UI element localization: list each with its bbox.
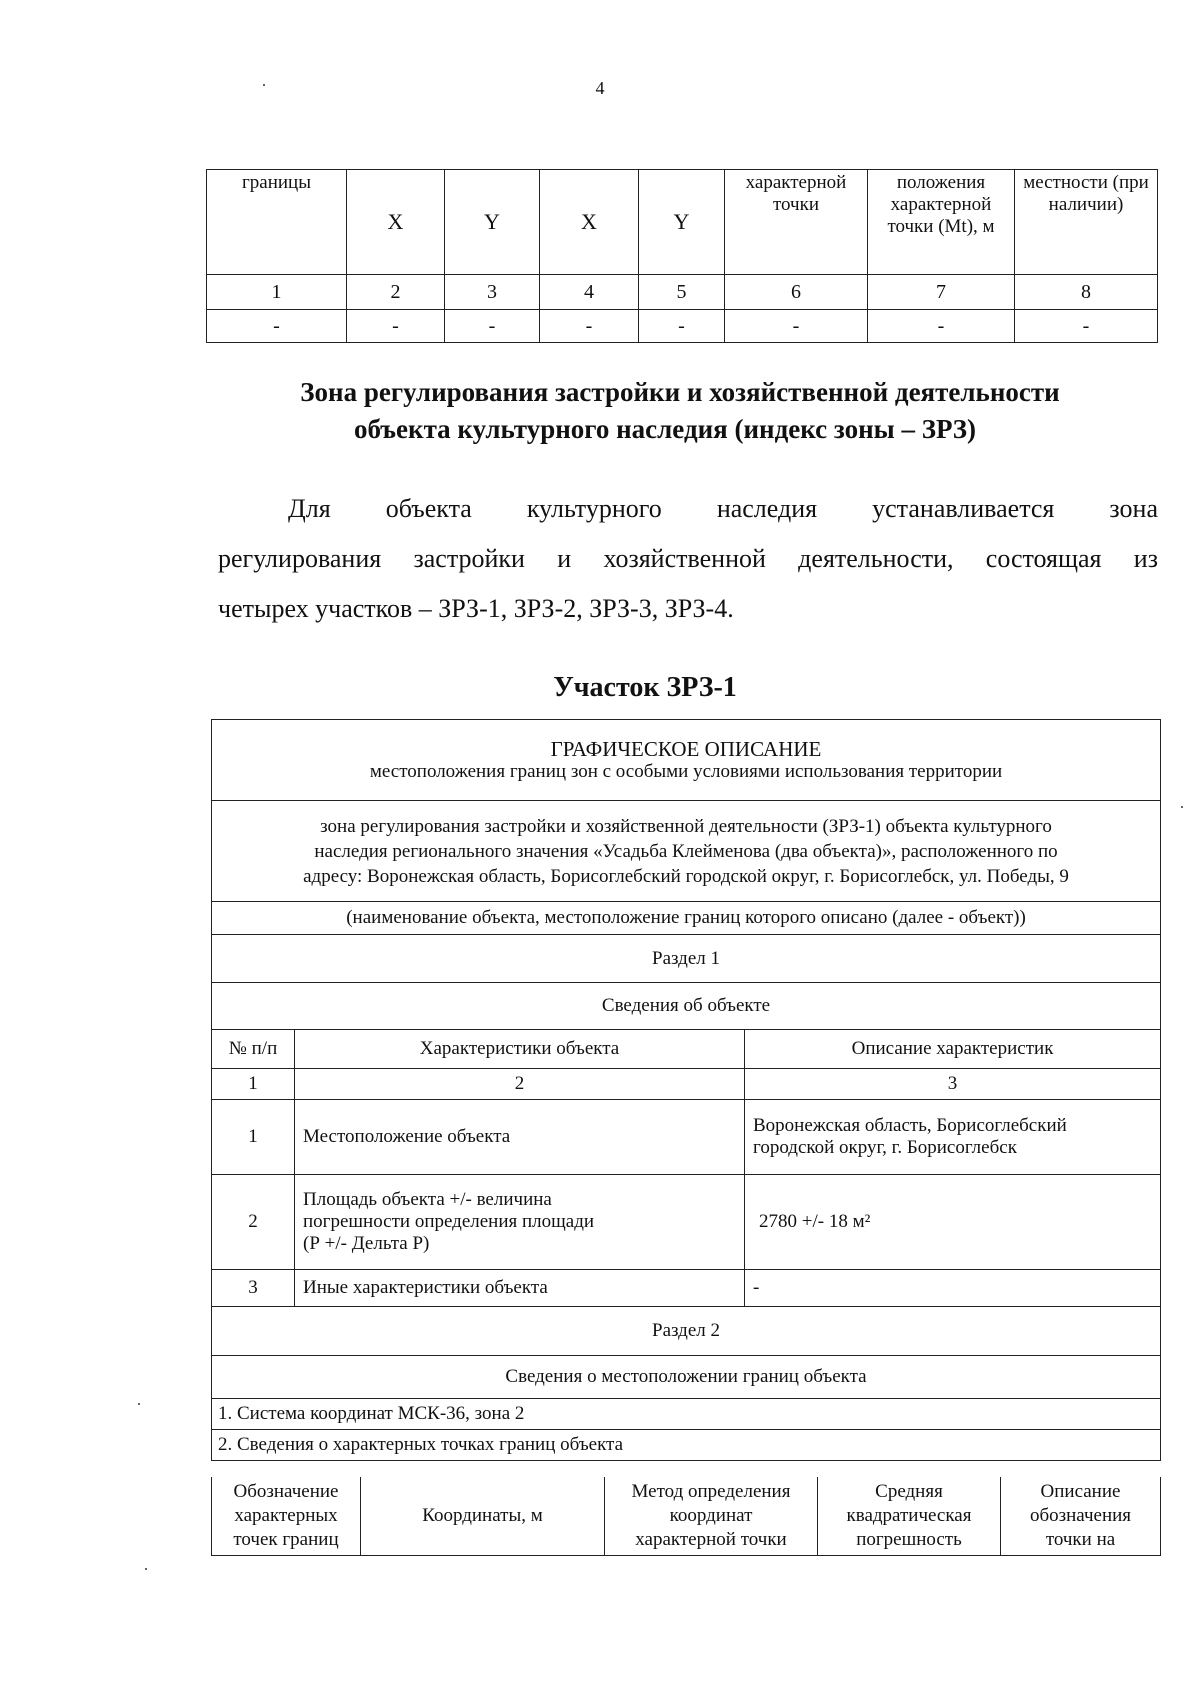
column-header: № п/п (212, 1030, 295, 1069)
paragraph-word: устанавливается (872, 494, 1055, 523)
points-col-header (212, 1477, 361, 1556)
paragraph-line-2 (218, 534, 1158, 584)
section-1-label: Раздел 1 (212, 935, 1161, 983)
table-cell: - (347, 310, 445, 343)
column-header: Описание характеристик (745, 1030, 1161, 1069)
header-line: Обозначение (233, 1481, 339, 1502)
points-header-table (211, 1477, 1161, 1556)
paragraph-word: хозяйственной (603, 544, 766, 573)
characteristic-value (745, 1100, 1161, 1175)
section-1-title: Сведения об объекте (212, 983, 1161, 1030)
scan-speck (263, 84, 265, 86)
header-line: Метод определения (631, 1481, 791, 1502)
paragraph-word: состоящая (985, 544, 1102, 573)
table-row (212, 1100, 1161, 1175)
column-number: 1 (207, 275, 347, 310)
paragraph-word: застройки (413, 544, 525, 573)
section-2-title: Сведения о местоположении границ объекта (212, 1356, 1161, 1399)
value-line: городской округ, г. Борисоглебск (753, 1137, 1017, 1158)
object-name-line: наследия регионального значения «Усадьба Клейменова (два объекта)», расположенного по (314, 840, 1058, 862)
header-line: характерной точки (635, 1529, 787, 1550)
header-line: погрешность (856, 1529, 962, 1550)
paragraph-word: наследия (716, 494, 818, 523)
column-number: 3 (445, 275, 540, 310)
header-cell: характерной точки (725, 170, 868, 275)
table-cell: - (725, 310, 868, 343)
header-line: Средняя (875, 1481, 943, 1502)
graphic-subtitle: местоположения границ зон с особыми условиями использования территории (369, 761, 1003, 783)
header-line: точек границ (233, 1529, 339, 1550)
column-number: 4 (540, 275, 639, 310)
paragraph-word: деятельности, (798, 544, 954, 573)
error-col-header (818, 1477, 1001, 1556)
name-line: Площадь объекта +/- величина (303, 1189, 552, 1211)
header-line: характерных (234, 1505, 338, 1526)
name-line: (Р +/- Дельта Р) (303, 1232, 430, 1254)
section-heading: Участок ЗРЗ-1 (553, 672, 737, 703)
graphic-description-table (211, 719, 1161, 1461)
scan-speck (145, 1568, 147, 1570)
paragraph-word: объекта (385, 494, 472, 523)
table-row (207, 275, 1158, 310)
paragraph-word: культурного (526, 494, 662, 523)
name-line: погрешности определения площади (303, 1211, 595, 1233)
zone-heading-line2: объекта культурного наследия (индекс зоны – ЗРЗ) (353, 414, 977, 444)
characteristic-name (295, 1175, 745, 1270)
table-row (212, 1175, 1161, 1270)
zone-heading-line1: Зона регулирования застройки и хозяйственной деятельности (300, 377, 1060, 407)
table-cell: - (868, 310, 1015, 343)
header-cell: местности (при наличии) (1015, 170, 1158, 275)
header-line: точки на (1045, 1529, 1116, 1550)
column-number: 8 (1015, 275, 1158, 310)
section-2-label: Раздел 2 (212, 1307, 1161, 1356)
column-number: 7 (868, 275, 1015, 310)
characteristic-name: Местоположение объекта (295, 1100, 745, 1175)
value-line: Воронежская область, Борисоглебский (753, 1115, 1067, 1137)
table-cell: - (639, 310, 725, 343)
paragraph-word: Для (288, 494, 331, 523)
zone-heading (0, 374, 1200, 448)
page-number: 4 (595, 78, 605, 98)
header-cell: положения характерной точки (Mt), м (868, 170, 1015, 275)
graphic-description-header (212, 720, 1161, 801)
column-header: Характеристики объекта (295, 1030, 745, 1069)
object-name-cell (212, 801, 1161, 902)
method-col-header (605, 1477, 818, 1556)
column-index: 3 (745, 1069, 1161, 1100)
table-cell: - (445, 310, 540, 343)
header-cell: Y (639, 170, 725, 275)
description-col-header (1001, 1477, 1161, 1556)
header-cell: X (347, 170, 445, 275)
scan-speck (1181, 806, 1183, 808)
coordinate-system: 1. Система координат МСК-36, зона 2 (212, 1399, 1161, 1430)
table-row (207, 310, 1158, 343)
column-number: 2 (347, 275, 445, 310)
scan-speck (138, 1403, 140, 1405)
graphic-title: ГРАФИЧЕСКОЕ ОПИСАНИЕ (550, 737, 822, 761)
header-cell: границы (207, 170, 347, 275)
row-number: 2 (212, 1175, 295, 1270)
header-cell: X (540, 170, 639, 275)
header-line: квадратическая (846, 1505, 972, 1526)
paragraph-word: из (1133, 544, 1158, 573)
header-line: координат (669, 1505, 753, 1526)
coordinates-col-header: Координаты, м (361, 1477, 605, 1556)
points-info: 2. Сведения о характерных точках границ объекта (212, 1430, 1161, 1461)
paragraph-line-3: четырех участков – ЗРЗ-1, ЗРЗ-2, ЗРЗ-3, ЗРЗ-4. (218, 594, 734, 623)
table-cell: - (207, 310, 347, 343)
column-index: 2 (295, 1069, 745, 1100)
paragraph-word: и (557, 544, 572, 573)
description-paragraph (218, 484, 1158, 634)
characteristic-name: Иные характеристики объекта (295, 1270, 745, 1307)
column-number: 6 (725, 275, 868, 310)
column-index: 1 (212, 1069, 295, 1100)
paragraph-line-1 (218, 484, 1158, 534)
object-caption: (наименование объекта, местоположение границ которого описано (далее - объект)) (212, 902, 1161, 935)
paragraph-word: регулирования (218, 544, 382, 573)
characteristic-value: - (745, 1270, 1161, 1307)
row-number: 1 (212, 1100, 295, 1175)
object-name-line: адресу: Воронежская область, Борисоглебский городской округ, г. Борисоглебск, ул. Победы, 9 (303, 865, 1069, 887)
table-cell: - (540, 310, 639, 343)
table-row (212, 1270, 1161, 1307)
coordinates-table-continuation (206, 169, 1158, 343)
object-name-line: зона регулирования застройки и хозяйственной деятельности (ЗРЗ-1) объекта культурного (320, 815, 1052, 837)
header-line: Описание (1040, 1481, 1121, 1502)
column-number: 5 (639, 275, 725, 310)
characteristic-value: 2780 +/- 18 м² (745, 1175, 1161, 1270)
header-line: обозначения (1029, 1505, 1132, 1526)
table-cell: - (1015, 310, 1158, 343)
paragraph-word: зона (1109, 494, 1158, 523)
header-cell: Y (445, 170, 540, 275)
row-number: 3 (212, 1270, 295, 1307)
